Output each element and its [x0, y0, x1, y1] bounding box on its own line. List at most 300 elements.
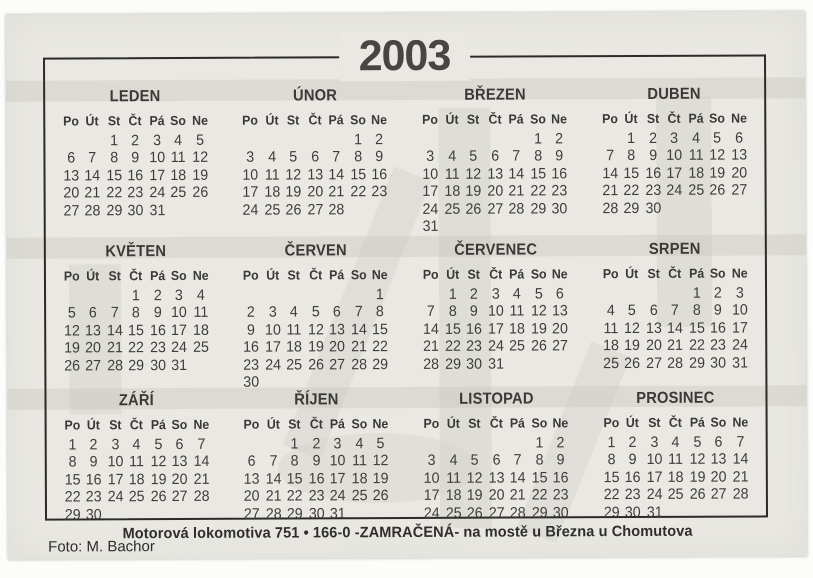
day-cell: 30 — [308, 504, 325, 523]
day-header-cell: Ne — [192, 267, 209, 283]
day-cell — [507, 355, 528, 372]
day-cell: 4 — [606, 302, 615, 320]
day-cell: 16 — [645, 164, 662, 182]
day-header-cell: So — [351, 416, 368, 432]
day-cell — [83, 287, 104, 304]
day-cell: 19 — [373, 469, 389, 487]
day-cell: 9 — [375, 148, 384, 166]
day-cell — [549, 217, 570, 234]
day-header-cell: Po — [602, 266, 619, 282]
day-cell: 28 — [328, 200, 345, 218]
day-cell: 20 — [85, 339, 102, 357]
day-cell: 29 — [530, 200, 547, 218]
caption: Motorová lokomotiva 751 • 166-0 -ZAMRAČENÁ- na mostě u Března u Chomutova — [122, 522, 693, 543]
watermark — [6, 11, 805, 14]
day-header-cell: Pá — [330, 416, 346, 432]
day-cell: 13 — [244, 470, 260, 488]
day-cell — [105, 506, 126, 523]
day-cell: 9 — [89, 453, 98, 471]
day-cell: 28 — [265, 505, 282, 523]
day-cell — [327, 373, 348, 390]
day-cell — [262, 287, 283, 304]
day-header-cell: Út — [265, 112, 279, 128]
day-cell — [665, 199, 686, 216]
day-cell: 24 — [731, 336, 748, 354]
day-cell: 12 — [285, 166, 302, 184]
day-cell — [507, 434, 528, 451]
day-cell: 6 — [66, 149, 75, 167]
day-cell: 12 — [372, 452, 389, 470]
month-title: SRPEN — [649, 240, 701, 258]
day-cell — [263, 374, 284, 391]
day-cell — [528, 355, 549, 372]
day-cell: 10 — [107, 453, 124, 471]
month-block-9 — [46, 391, 226, 524]
day-cell: 14 — [84, 167, 101, 185]
day-header-cell: Út — [446, 415, 460, 431]
day-cell: 16 — [625, 468, 641, 486]
page-title: 2003 — [339, 31, 471, 82]
day-cell: 6 — [555, 285, 564, 303]
day-cell — [665, 285, 686, 302]
day-header-cell: Út — [266, 267, 280, 283]
day-header-cell: Čt — [309, 267, 323, 283]
day-cell: 19 — [624, 337, 641, 355]
day-cell — [463, 131, 484, 148]
day-cell: 30 — [552, 503, 569, 521]
day-cell: 6 — [333, 303, 342, 321]
month-block-1 — [45, 87, 225, 243]
day-cell: 11 — [351, 452, 367, 470]
day-header-cell: St — [647, 265, 660, 281]
day-cell: 27 — [731, 181, 748, 199]
day-cell: 8 — [354, 148, 363, 166]
day-header-cell: Pá — [508, 111, 524, 127]
day-cell: 19 — [709, 164, 726, 182]
day-cell: 6 — [247, 453, 256, 471]
day-cell: 29 — [106, 201, 123, 219]
day-cell — [687, 503, 708, 520]
day-cell: 22 — [623, 182, 640, 200]
day-cell: 17 — [487, 320, 504, 338]
day-cell: 15 — [529, 165, 546, 183]
day-cell: 18 — [444, 182, 460, 201]
day-cell: 1 — [131, 287, 140, 305]
month-block-5 — [46, 242, 226, 392]
day-cell: 11 — [444, 165, 460, 183]
day-cell: 30 — [85, 505, 102, 524]
day-cell: 22 — [64, 488, 81, 506]
day-cell: 29 — [287, 505, 304, 523]
day-cell: 1 — [535, 434, 544, 452]
day-cell: 25 — [445, 504, 462, 522]
day-cell: 28 — [602, 199, 619, 217]
day-header-cell: St — [108, 417, 122, 433]
day-cell: 14 — [602, 164, 619, 182]
day-header-cell: So — [710, 414, 727, 430]
day-header-cell: Po — [423, 415, 440, 431]
day-cell: 29 — [623, 199, 640, 217]
day-cell — [441, 131, 462, 148]
day-cell: 31 — [422, 217, 439, 235]
day-header-cell: Po — [243, 267, 260, 283]
day-cell: 31 — [646, 503, 663, 521]
day-cell — [600, 130, 621, 147]
day-cell: 2 — [714, 284, 723, 302]
day-cell: 2 — [375, 131, 384, 149]
day-cell — [127, 506, 148, 523]
day-cell: 11 — [264, 166, 280, 184]
day-cell: 7 — [736, 433, 745, 451]
day-cell: 12 — [709, 147, 726, 165]
day-cell: 11 — [286, 321, 302, 339]
day-cell: 21 — [193, 470, 210, 488]
day-cell: 2 — [131, 132, 140, 150]
day-cell: 13 — [307, 166, 324, 184]
day-cell: 28 — [508, 200, 525, 218]
day-cell: 5 — [628, 302, 637, 320]
day-cell: 22 — [372, 338, 389, 356]
day-cell — [61, 287, 82, 304]
day-cell: 15 — [688, 319, 705, 337]
day-cell: 27 — [244, 505, 261, 523]
month-title: ZÁŘÍ — [118, 392, 154, 410]
day-cell: 2 — [555, 130, 564, 148]
day-header-cell: So — [710, 265, 727, 281]
day-cell: 6 — [311, 148, 320, 166]
day-cell — [421, 435, 442, 452]
day-cell — [442, 218, 463, 235]
days-grid — [226, 267, 406, 391]
day-cell — [729, 199, 750, 216]
day-cell: 16 — [308, 470, 325, 488]
day-cell: 31 — [732, 354, 748, 372]
month-block-11 — [406, 389, 586, 522]
days-grid — [405, 111, 585, 235]
photo-credit: Foto: M. Bachor — [48, 538, 155, 556]
day-cell — [370, 201, 391, 218]
day-cell: 10 — [646, 451, 663, 469]
day-cell — [190, 201, 211, 218]
day-cell: 18 — [351, 469, 368, 488]
day-cell: 5 — [67, 304, 76, 322]
month-block-3 — [405, 85, 585, 241]
day-cell: 3 — [246, 149, 255, 167]
day-cell: 20 — [487, 182, 503, 200]
day-cell: 7 — [88, 149, 97, 167]
day-cell: 7 — [269, 452, 278, 471]
day-cell: 19 — [191, 166, 208, 184]
day-cell: 30 — [625, 503, 642, 521]
day-cell: 25 — [128, 488, 145, 506]
day-cell: 10 — [148, 149, 165, 167]
day-cell — [284, 286, 305, 303]
day-header-cell: St — [646, 110, 660, 126]
day-cell: 24 — [149, 184, 165, 202]
day-header-cell: Ne — [551, 266, 568, 282]
day-cell: 17 — [264, 338, 281, 356]
day-cell: 5 — [534, 285, 543, 303]
day-cell: 15 — [105, 167, 122, 185]
day-cell: 21 — [84, 184, 101, 202]
day-cell: 12 — [191, 149, 208, 167]
month-block-12 — [586, 388, 766, 521]
day-cell: 23 — [243, 356, 260, 374]
day-cell: 23 — [149, 339, 166, 357]
day-cell: 13 — [329, 321, 346, 339]
day-header-cell: Čt — [128, 113, 142, 129]
day-header-cell: St — [287, 267, 301, 283]
day-cell: 27 — [711, 485, 728, 503]
day-cell: 11 — [509, 302, 525, 320]
day-cell: 12 — [466, 469, 483, 487]
day-cell: 9 — [555, 147, 564, 165]
month-title: ČERVEN — [284, 242, 347, 260]
day-cell: 13 — [710, 451, 727, 469]
day-cell: 9 — [312, 452, 321, 470]
day-cell: 25 — [264, 201, 281, 219]
day-header-cell: Út — [625, 265, 639, 282]
day-cell: 16 — [127, 166, 144, 185]
day-cell: 12 — [465, 165, 482, 183]
day-header-cell: Út — [624, 110, 638, 127]
day-cell: 29 — [603, 503, 620, 521]
day-cell: 2 — [628, 433, 637, 452]
day-cell — [420, 131, 441, 148]
day-cell: 8 — [131, 304, 140, 322]
day-cell: 14 — [265, 470, 282, 488]
day-cell: 12 — [307, 321, 324, 339]
day-cell: 10 — [423, 469, 440, 487]
day-cell — [600, 285, 621, 302]
day-cell: 30 — [710, 354, 727, 372]
day-header-cell: St — [288, 416, 301, 432]
month-title: KVĚTEN — [105, 243, 167, 261]
day-cell: 5 — [154, 436, 163, 454]
day-header-cell: St — [107, 113, 120, 129]
day-cell: 13 — [85, 322, 102, 340]
day-header-cell: Čt — [669, 414, 683, 430]
day-cell: 3 — [670, 129, 679, 147]
month-block-6 — [226, 241, 406, 391]
day-cell: 17 — [330, 470, 346, 488]
day-cell: 16 — [710, 319, 727, 337]
day-cell: 26 — [285, 201, 302, 219]
day-cell: 10 — [264, 321, 281, 339]
day-cell — [168, 202, 189, 219]
day-cell: 8 — [109, 149, 118, 167]
day-cell: 12 — [530, 302, 547, 320]
day-cell: 19 — [307, 338, 324, 356]
day-cell: 11 — [193, 304, 208, 322]
day-cell — [241, 287, 262, 304]
day-cell: 14 — [508, 165, 525, 183]
day-cell: 14 — [509, 469, 526, 487]
day-cell: 12 — [624, 319, 641, 337]
day-cell: 17 — [171, 321, 188, 339]
day-cell: 6 — [734, 129, 743, 147]
calendar-card — [6, 11, 807, 559]
day-header-cell: Pá — [509, 266, 525, 282]
day-cell: 30 — [127, 201, 144, 219]
day-header-cell: St — [648, 414, 661, 430]
day-cell — [528, 217, 549, 234]
day-cell: 25 — [688, 181, 705, 199]
day-cell: 15 — [623, 164, 640, 182]
day-cell — [306, 373, 327, 390]
day-cell: 22 — [444, 337, 461, 356]
day-cell: 21 — [602, 182, 619, 200]
day-cell: 7 — [606, 147, 615, 165]
day-cell: 25 — [509, 337, 526, 355]
day-header-cell: Út — [445, 111, 459, 127]
day-cell: 8 — [535, 451, 544, 469]
day-cell: 20 — [63, 184, 79, 202]
day-cell: 10 — [666, 147, 683, 165]
day-cell: 26 — [465, 200, 482, 218]
day-cell: 13 — [488, 469, 505, 487]
day-cell: 4 — [268, 148, 277, 167]
day-cell: 9 — [131, 149, 140, 167]
day-cell: 21 — [265, 487, 282, 505]
day-cell — [421, 286, 442, 303]
day-cell: 3 — [491, 285, 500, 303]
day-header-cell: Pá — [688, 265, 705, 281]
day-cell: 10 — [329, 452, 346, 470]
day-cell: 7 — [513, 451, 522, 469]
day-header-cell: Út — [445, 266, 459, 282]
day-cell: 22 — [106, 184, 122, 202]
day-cell: 1 — [290, 435, 299, 453]
month-title: ŘÍJEN — [293, 391, 339, 409]
day-header-cell: St — [468, 415, 481, 431]
day-cell: 20 — [244, 487, 261, 505]
day-cell: 30 — [149, 356, 166, 374]
day-cell: 4 — [449, 452, 458, 470]
day-cell: 23 — [466, 337, 483, 355]
day-cell: 7 — [512, 147, 521, 165]
day-cell: 9 — [628, 451, 637, 469]
month-title: ČERVENEC — [453, 241, 537, 259]
month-title: DUBEN — [647, 85, 701, 103]
day-cell: 19 — [689, 468, 706, 486]
day-header-cell: Pá — [150, 417, 166, 433]
day-cell: 4 — [290, 303, 299, 321]
day-cell: 22 — [128, 339, 145, 357]
day-cell: 6 — [175, 435, 184, 454]
day-header-cell: Pá — [509, 415, 526, 431]
day-cell: 27 — [171, 488, 188, 506]
day-cell: 5 — [289, 148, 298, 166]
day-cell: 14 — [732, 450, 749, 468]
day-cell: 28 — [84, 201, 101, 220]
day-cell: 3 — [333, 435, 342, 453]
day-cell — [506, 218, 527, 235]
day-cell: 6 — [649, 302, 658, 320]
day-cell — [348, 201, 369, 218]
day-cell: 25 — [351, 487, 368, 505]
day-cell: 13 — [552, 302, 568, 320]
day-cell: 26 — [466, 504, 483, 522]
day-cell: 16 — [243, 338, 260, 356]
day-cell: 9 — [714, 302, 723, 320]
day-cell — [305, 131, 326, 148]
day-cell: 21 — [350, 338, 367, 356]
day-cell: 21 — [732, 468, 749, 486]
day-header-cell: Po — [601, 111, 618, 127]
day-cell: 16 — [371, 165, 388, 183]
day-header-cell: Po — [64, 417, 80, 433]
day-cell — [686, 199, 707, 216]
day-header-cell: So — [170, 267, 187, 284]
day-cell: 1 — [353, 131, 362, 149]
day-cell: 16 — [466, 320, 483, 338]
day-cell: 24 — [423, 504, 440, 522]
days-grid — [585, 265, 765, 372]
day-cell: 20 — [307, 183, 324, 201]
day-cell: 3 — [174, 286, 183, 305]
day-cell: 21 — [508, 182, 525, 200]
day-cell: 6 — [492, 451, 501, 470]
day-cell: 3 — [152, 132, 161, 150]
day-cell — [550, 355, 571, 372]
day-cell — [349, 373, 370, 390]
day-cell: 31 — [487, 355, 504, 373]
day-cell: 26 — [530, 337, 547, 355]
day-header-cell: Po — [422, 111, 439, 127]
day-header-cell: Pá — [149, 268, 165, 284]
day-cell: 8 — [692, 302, 701, 320]
day-header-cell: Ne — [730, 110, 747, 126]
day-cell: 18 — [668, 468, 684, 486]
day-cell — [284, 373, 305, 390]
day-cell: 5 — [713, 129, 722, 147]
day-cell — [263, 436, 284, 453]
day-cell: 18 — [688, 164, 705, 182]
day-header-cell: So — [529, 111, 546, 127]
day-header-cell: Ne — [731, 265, 748, 281]
day-cell: 29 — [372, 355, 389, 373]
day-header-cell: Čt — [668, 265, 682, 281]
day-cell: 10 — [242, 166, 259, 184]
day-cell: 4 — [196, 286, 205, 304]
day-header-cell: So — [709, 110, 726, 126]
day-header-cell: Čt — [488, 266, 502, 282]
day-cell — [371, 505, 392, 522]
day-cell: 8 — [627, 147, 636, 165]
day-cell: 24 — [265, 356, 281, 374]
day-cell: 16 — [551, 165, 568, 183]
day-cell: 23 — [710, 336, 727, 354]
day-cell: 24 — [171, 339, 188, 357]
day-cell: 15 — [444, 320, 461, 338]
day-cell: 28 — [193, 488, 210, 506]
day-header-cell: Ne — [193, 416, 209, 432]
day-header-cell: Ne — [371, 112, 388, 128]
day-cell: 9 — [556, 451, 565, 469]
day-cell: 28 — [509, 504, 526, 522]
day-cell — [730, 503, 751, 520]
day-cell: 26 — [192, 184, 208, 202]
day-cell: 25 — [444, 200, 461, 218]
day-header-cell: Pá — [688, 110, 704, 126]
day-cell: 23 — [551, 182, 568, 200]
day-cell: 11 — [170, 149, 186, 167]
day-cell: 15 — [372, 320, 389, 338]
day-cell: 17 — [423, 487, 440, 505]
day-cell: 3 — [427, 452, 436, 470]
day-cell: 8 — [68, 453, 77, 471]
